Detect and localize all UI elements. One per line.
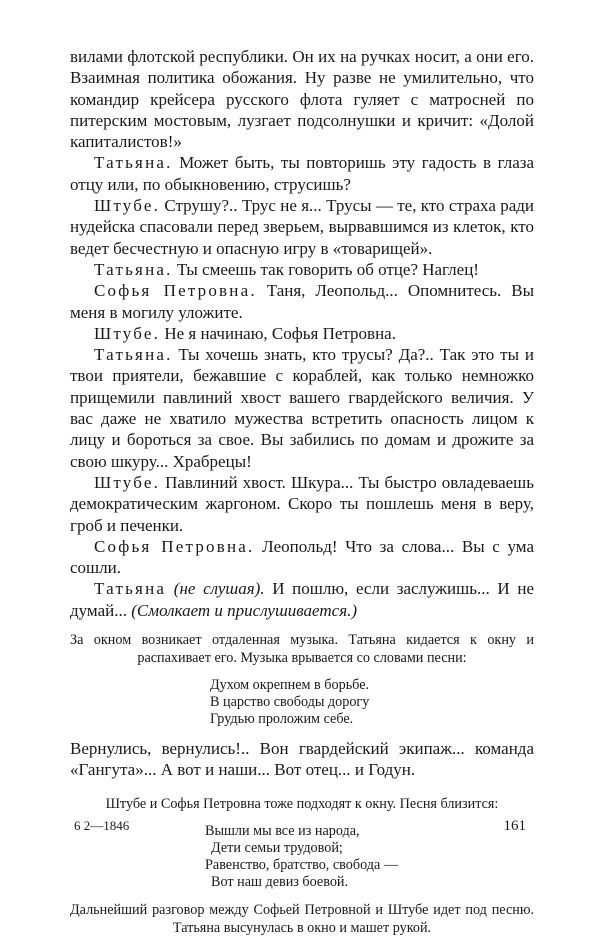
paragraph-text: Ты хочешь знать, кто трусы? Да?.. Так это ты и твои приятели, бежавшие с кораблей, как только немножко прищемили павлиний хвост вашего гвардейского величия. У вас даже не хватило мужества встретить опасность лицом к лицу и бороться за свое. Вы забились по домам и дрожите за свою шкуру... Храбрецы! [70,345,534,471]
paragraph-text: Ты смеешь так говорить об отце? Наглец! [172,259,479,279]
verse-line: В царство свободы дорогу [210,694,370,711]
paragraph-continuation [70,46,534,152]
paragraph-text: Струшу?.. Трус не я... Трусы — те, кто страха ради нудейска спасовали перед зверьем, вырвавшимся из клеток, кто ведет бесчестную и опасную игру в «товарищей». [70,196,534,258]
speaker-name: Штубе. [94,323,161,343]
verse-line: Вот наш девиз боевой. [211,873,349,890]
speaker-name: Татьяна. [94,153,173,173]
song-verse-1 [210,677,534,728]
paragraph-text: Не я начинаю, Софья Петровна. [160,323,396,343]
stage-direction-2: Штубе и Софья Петровна тоже подходят к окну. Песня близится: [105,795,499,812]
paragraph-shtube-3 [70,472,534,536]
paragraph-sofya-2 [70,536,534,579]
paragraph-tatiana-2 [70,259,534,280]
speaker-name: Татьяна. [94,345,173,365]
paragraph-text: Таня, Леопольд... Опомнитесь. Вы меня в могилу уложите. [70,281,534,322]
page-body [70,46,534,937]
paragraph-shtube-2 [70,323,534,344]
song-verse-2 [205,823,534,891]
paragraph-text: вилами флотской республики. Он их на ручках носит, а они его. Взаимная политика обожания. Ну разве не умилительно, что командир крейсера русского флота гуляет с матросней по питерским мостовым, лузгает подсолнушки и кричит: «Долой капиталистов!» [70,47,534,152]
paragraph-tatiana-5: Вернулись, вернулись!.. Вон гвардейский экипаж... команда «Гангута»... А вот и наши... Вот отец... и Годун. [70,739,534,780]
speaker-name: Штубе. [94,472,161,492]
stage-direction-3: Дальнейший разговор между Софьей Петровной и Штубе идет под песню. Татьяна высунулась в окно и машет рукой. [70,901,534,936]
paragraph-tatiana-3 [70,344,534,472]
signature-mark: 6 2—1846 [74,818,130,833]
verse-line: Вышли мы все из народа, [205,822,360,839]
stage-remark: (Смолкает и прислушивается.) [126,600,358,620]
stage-remark: (не слушая). [166,579,265,599]
speaker-name: Штубе. [94,196,161,216]
page-number: 161 [503,818,526,834]
paragraph-text: Павлиний хвост. Шкура... Ты быстро овладеваешь демократическим жаргоном. Скоро ты пошлешь меня в веру, гроб и печенки. [70,472,534,535]
paragraph-tatiana-4 [70,578,534,621]
verse-line: Равенство, братство, свобода — [205,856,399,873]
speaker-name: Софья Петровна. [94,536,255,556]
speaker-name: Татьяна [94,579,167,599]
paragraph-text: Леопольд! Что за слова... Вы с ума сошли. [70,536,534,578]
speaker-name: Татьяна. [94,259,173,279]
paragraph-shtube-1 [70,195,534,259]
dialog-block [70,46,534,621]
stage-direction-1: За окном возникает отдаленная музыка. Татьяна кидается к окну и распахивает его. Музыка врывается со словами песни: [70,632,534,667]
paragraph-tatiana-1 [70,152,534,195]
paragraph-text: И пошлю, если заслужишь... И не думай... [70,579,534,620]
paragraph-text: Может быть, ты повторишь эту гадость в глаза отцу или, по обыкновению, струсишь? [70,153,534,194]
speaker-name: Софья Петровна. [94,281,257,301]
verse-line: Духом окрепнем в борьбе. [210,677,370,694]
verse-line: Грудью проложим себе. [210,711,354,728]
paragraph-sofya-1 [70,280,534,323]
verse-line: Дети семьи трудовой; [211,839,343,856]
